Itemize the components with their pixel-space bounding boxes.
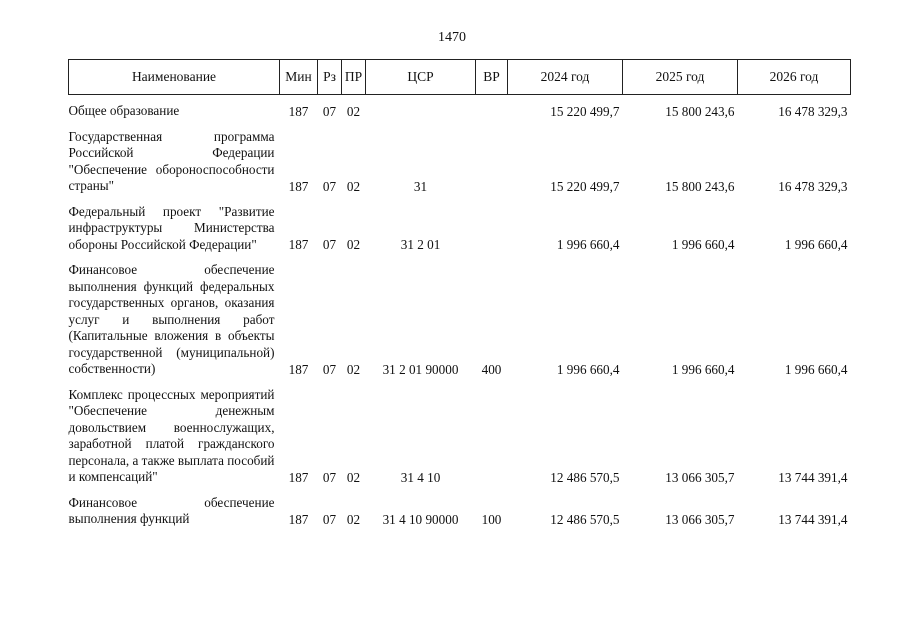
row-name: Финансовое обеспечение выполнения функций	[68, 494, 275, 526]
budget-table	[68, 59, 851, 531]
table-row	[69, 381, 851, 489]
row-vr	[476, 123, 508, 198]
header-vr: ВР	[476, 60, 508, 95]
row-name: Комплекс процессных мероприятий "Обеспечение денежным довольствием военнослужащих, заработной платой гражданского персонала, а также выплата пособий и компенсаций"	[68, 386, 275, 484]
row-2026: 16 478 329,3	[778, 178, 848, 194]
page-number: 1470	[438, 30, 466, 45]
row-2025: 15 800 243,6	[665, 178, 735, 194]
table-row	[69, 489, 851, 531]
row-csr: 31 4 10	[400, 469, 441, 485]
row-2026: 1 996 660,4	[784, 237, 848, 252]
header-2026: 2026 год	[738, 60, 851, 95]
row-name: Общее образование	[68, 103, 180, 118]
row-min: 187	[288, 361, 309, 377]
row-pr: 02	[346, 361, 361, 377]
row-min: 187	[288, 511, 309, 527]
row-csr: 31 2 01 90000	[382, 361, 459, 377]
row-2024: 1 996 660,4	[556, 237, 620, 252]
table-row	[69, 198, 851, 257]
row-name: Государственная программа Российской Федерации "Обеспечение обороноспособности страны"	[68, 128, 275, 193]
row-pr: 02	[346, 178, 361, 194]
row-rz: 07	[322, 103, 337, 119]
row-2024: 15 220 499,7	[550, 103, 620, 119]
row-min: 187	[288, 237, 309, 252]
row-2025: 1 996 660,4	[671, 361, 735, 377]
row-min: 187	[288, 178, 309, 194]
row-vr	[476, 198, 508, 257]
row-rz: 07	[322, 469, 337, 485]
table-row	[69, 123, 851, 198]
row-vr	[476, 95, 508, 123]
row-vr: 400	[481, 361, 502, 377]
row-name: Финансовое обеспечение выполнения функций федеральных государственных органов, оказания услуг и выполнения работ (Капитальные вложения в объекты государственной (муниципальной) собственности)	[68, 262, 275, 376]
header-name: Наименование	[69, 60, 280, 95]
row-csr	[366, 95, 476, 123]
row-pr: 02	[346, 237, 361, 252]
row-2024: 15 220 499,7	[550, 178, 620, 194]
row-pr: 02	[346, 103, 361, 119]
row-csr: 31 2 01	[400, 237, 441, 252]
header-min: Мин	[280, 60, 318, 95]
row-csr: 31	[413, 178, 428, 194]
row-2025: 15 800 243,6	[665, 103, 735, 119]
row-2024: 12 486 570,5	[550, 469, 620, 485]
row-2025: 13 066 305,7	[665, 511, 735, 527]
table-header-row	[69, 60, 851, 95]
row-2024: 12 486 570,5	[550, 511, 620, 527]
header-rz: Рз	[318, 60, 342, 95]
row-pr: 02	[346, 469, 361, 485]
row-min: 187	[288, 103, 309, 119]
header-pr: ПР	[342, 60, 366, 95]
row-vr	[476, 381, 508, 489]
header-2025: 2025 год	[623, 60, 738, 95]
row-2026: 16 478 329,3	[778, 103, 848, 119]
row-2026: 13 744 391,4	[778, 511, 848, 527]
row-2025: 13 066 305,7	[665, 469, 735, 485]
row-rz: 07	[322, 237, 337, 252]
row-name: Федеральный проект "Развитие инфраструктуры Министерства обороны Российской Федерации"	[68, 203, 275, 252]
header-csr: ЦСР	[366, 60, 476, 95]
row-csr: 31 4 10 90000	[382, 511, 459, 527]
row-vr: 100	[481, 511, 502, 527]
header-2024: 2024 год	[508, 60, 623, 95]
row-rz: 07	[322, 178, 337, 194]
table-row	[69, 256, 851, 381]
row-2026: 13 744 391,4	[778, 469, 848, 485]
row-min: 187	[288, 469, 309, 485]
row-pr: 02	[346, 511, 361, 527]
row-rz: 07	[322, 361, 337, 377]
row-2024: 1 996 660,4	[556, 361, 620, 377]
table-row	[69, 95, 851, 123]
row-rz: 07	[322, 511, 337, 527]
row-2026: 1 996 660,4	[784, 361, 848, 377]
row-2025: 1 996 660,4	[671, 237, 735, 252]
